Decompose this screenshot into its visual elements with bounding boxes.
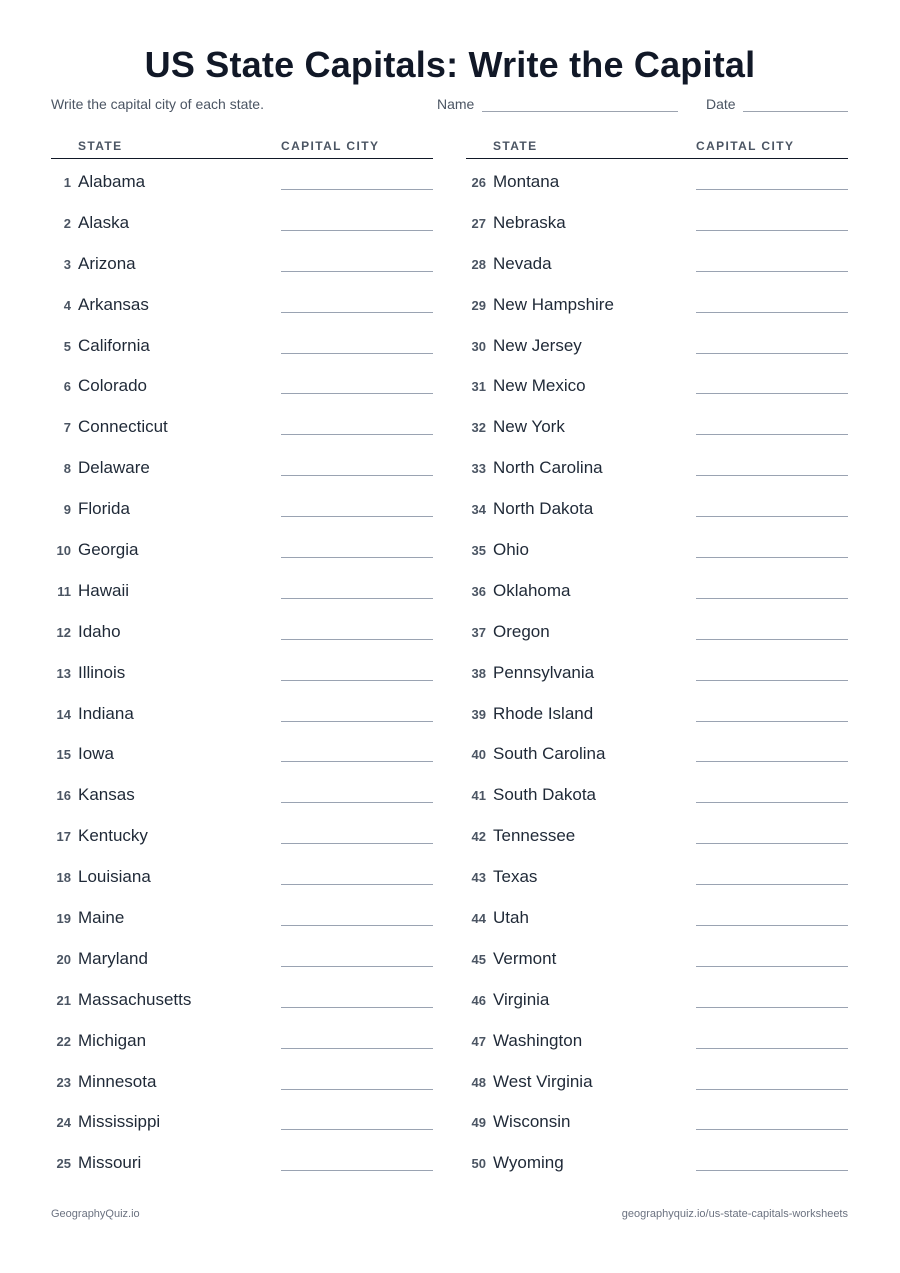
state-name: Ohio	[493, 540, 529, 560]
capital-answer-line[interactable]	[696, 353, 848, 354]
state-row	[466, 159, 848, 200]
state-row	[51, 1099, 433, 1140]
page-title: US State Capitals: Write the Capital	[144, 44, 756, 85]
capital-answer-line[interactable]	[696, 598, 848, 599]
row-number: 49	[471, 1115, 486, 1131]
capital-answer-line[interactable]	[696, 312, 848, 313]
row-number: 24	[56, 1115, 71, 1131]
state-name: New York	[493, 417, 565, 437]
capital-answer-line[interactable]	[696, 1048, 848, 1049]
state-name: Michigan	[78, 1030, 147, 1050]
state-row	[466, 282, 848, 323]
row-number: 42	[471, 829, 486, 845]
state-row	[466, 404, 848, 445]
capital-answer-line[interactable]	[696, 1007, 848, 1008]
state-row	[466, 486, 848, 527]
state-name: Indiana	[78, 703, 134, 723]
state-row	[51, 609, 433, 650]
state-row	[51, 241, 433, 282]
row-number: 38	[471, 665, 486, 681]
state-row	[466, 772, 848, 813]
name-blank-line[interactable]	[482, 111, 678, 112]
state-name: Wyoming	[493, 1153, 564, 1173]
row-number: 39	[471, 706, 486, 722]
state-name: West Virginia	[493, 1071, 593, 1091]
capital-answer-line[interactable]	[281, 639, 433, 640]
capital-answer-line[interactable]	[281, 516, 433, 517]
state-name: Massachusetts	[78, 989, 192, 1009]
row-number: 30	[471, 338, 486, 354]
capital-answer-line[interactable]	[281, 393, 433, 394]
state-row	[51, 650, 433, 691]
state-name: Nevada	[493, 253, 552, 273]
state-name: Virginia	[493, 989, 550, 1009]
state-name: Oregon	[493, 621, 550, 641]
row-number: 48	[471, 1074, 486, 1090]
row-number: 9	[63, 502, 71, 518]
row-number: 21	[56, 992, 71, 1008]
capital-answer-line[interactable]	[696, 802, 848, 803]
state-row	[466, 813, 848, 854]
state-name: Illinois	[78, 662, 126, 682]
capital-answer-line[interactable]	[281, 353, 433, 354]
capital-answer-line[interactable]	[281, 843, 433, 844]
worksheet-subheader	[51, 96, 848, 116]
capital-answer-line[interactable]	[281, 802, 433, 803]
state-row	[51, 200, 433, 241]
row-number: 33	[471, 461, 486, 477]
row-number: 3	[63, 256, 71, 272]
state-row	[51, 404, 433, 445]
state-row	[51, 159, 433, 200]
state-row	[466, 568, 848, 609]
state-name: New Mexico	[493, 376, 586, 396]
row-number: 47	[471, 1033, 486, 1049]
state-name: Kansas	[78, 785, 135, 805]
capital-column-header: CAPITAL CITY	[281, 139, 380, 153]
row-number: 8	[63, 461, 71, 477]
capital-answer-line[interactable]	[696, 639, 848, 640]
state-row	[466, 200, 848, 241]
state-row	[466, 977, 848, 1018]
state-column-header: STATE	[493, 139, 538, 153]
capital-answer-line[interactable]	[696, 884, 848, 885]
row-number: 6	[63, 379, 71, 395]
capital-answer-line[interactable]	[696, 230, 848, 231]
row-number: 7	[63, 420, 71, 436]
state-row	[466, 691, 848, 732]
capital-answer-line[interactable]	[696, 843, 848, 844]
state-row	[466, 1140, 848, 1181]
capital-answer-line[interactable]	[281, 271, 433, 272]
state-row	[466, 1099, 848, 1140]
state-row	[51, 527, 433, 568]
state-row	[466, 650, 848, 691]
row-number: 50	[471, 1156, 486, 1172]
state-name: Delaware	[78, 458, 150, 478]
state-row	[51, 323, 433, 364]
state-row	[51, 772, 433, 813]
state-name: South Dakota	[493, 785, 597, 805]
instructions-text: Write the capital city of each state.	[51, 96, 264, 112]
row-number: 28	[471, 256, 486, 272]
row-number: 11	[57, 583, 71, 599]
row-number: 13	[56, 665, 71, 681]
row-number: 25	[56, 1156, 71, 1172]
row-number: 23	[56, 1074, 71, 1090]
state-name: Mississippi	[78, 1112, 161, 1132]
row-number: 14	[56, 706, 71, 722]
state-name: Maine	[78, 908, 125, 928]
capital-answer-line[interactable]	[281, 884, 433, 885]
capital-answer-line[interactable]	[281, 966, 433, 967]
row-number: 29	[471, 297, 486, 313]
state-name: Tennessee	[493, 826, 576, 846]
capital-answer-line[interactable]	[696, 516, 848, 517]
state-name: Utah	[493, 908, 529, 928]
state-row	[51, 1140, 433, 1181]
state-row	[51, 1018, 433, 1059]
capital-answer-line[interactable]	[281, 925, 433, 926]
capital-answer-line[interactable]	[281, 721, 433, 722]
state-row	[466, 936, 848, 977]
state-name: Wisconsin	[493, 1112, 571, 1132]
state-name: Idaho	[78, 621, 121, 641]
capital-answer-line[interactable]	[281, 1089, 433, 1090]
capital-answer-line[interactable]	[696, 680, 848, 681]
state-row	[466, 445, 848, 486]
state-row	[51, 977, 433, 1018]
row-number: 34	[471, 502, 486, 518]
state-name: New Hampshire	[493, 294, 614, 314]
state-row	[51, 568, 433, 609]
state-row	[51, 363, 433, 404]
capital-answer-line[interactable]	[281, 1129, 433, 1130]
state-name: Arizona	[78, 253, 136, 273]
state-name: Rhode Island	[493, 703, 594, 723]
state-name: Arkansas	[78, 294, 149, 314]
row-number: 40	[471, 747, 486, 763]
row-number: 18	[56, 870, 71, 886]
name-label: Name	[437, 96, 475, 112]
state-row	[466, 241, 848, 282]
capital-answer-line[interactable]	[281, 557, 433, 558]
row-number: 45	[471, 951, 486, 967]
state-name: New Jersey	[493, 335, 582, 355]
column-header	[466, 138, 848, 159]
right-rows	[466, 159, 848, 1181]
row-number: 37	[471, 624, 486, 640]
state-row	[466, 363, 848, 404]
capital-answer-line[interactable]	[281, 1007, 433, 1008]
state-row	[466, 895, 848, 936]
capital-answer-line[interactable]	[281, 475, 433, 476]
capital-answer-line[interactable]	[281, 189, 433, 190]
capital-answer-line[interactable]	[281, 761, 433, 762]
state-name: Pennsylvania	[493, 662, 595, 682]
capital-answer-line[interactable]	[696, 761, 848, 762]
state-name: South Carolina	[493, 744, 606, 764]
state-name: North Carolina	[493, 458, 603, 478]
state-name: North Dakota	[493, 499, 594, 519]
state-row	[51, 691, 433, 732]
state-row	[51, 282, 433, 323]
capital-answer-line[interactable]	[281, 230, 433, 231]
row-number: 16	[56, 788, 71, 804]
state-row	[51, 813, 433, 854]
capital-answer-line[interactable]	[281, 1048, 433, 1049]
state-name: Washington	[493, 1030, 583, 1050]
row-number: 32	[471, 420, 486, 436]
state-name: Connecticut	[78, 417, 168, 437]
row-number: 35	[471, 543, 486, 559]
state-name: Nebraska	[493, 212, 566, 232]
state-row	[51, 895, 433, 936]
right-column	[466, 138, 848, 1181]
row-number: 41	[471, 788, 486, 804]
footer-url: geographyquiz.io/us-state-capitals-worksheets	[621, 1208, 848, 1220]
row-number: 26	[471, 175, 486, 190]
state-name: Georgia	[78, 540, 139, 560]
state-name: Colorado	[78, 376, 147, 396]
date-blank-line[interactable]	[743, 111, 848, 112]
state-row	[466, 527, 848, 568]
capital-answer-line[interactable]	[696, 557, 848, 558]
row-number: 2	[63, 215, 71, 231]
state-name: Kentucky	[78, 826, 148, 846]
state-row	[466, 1018, 848, 1059]
column-header	[51, 138, 433, 159]
row-number: 1	[63, 175, 71, 190]
date-label: Date	[706, 96, 736, 112]
state-row	[51, 1059, 433, 1100]
capital-answer-line[interactable]	[696, 1129, 848, 1130]
capital-answer-line[interactable]	[696, 271, 848, 272]
capital-answer-line[interactable]	[696, 1089, 848, 1090]
capital-answer-line[interactable]	[696, 434, 848, 435]
state-name: Missouri	[78, 1153, 142, 1173]
state-name: Florida	[78, 499, 130, 519]
capital-answer-line[interactable]	[281, 434, 433, 435]
state-row	[466, 609, 848, 650]
left-column	[51, 138, 433, 1181]
capital-answer-line[interactable]	[696, 721, 848, 722]
state-name: Alabama	[78, 172, 146, 191]
state-name: Oklahoma	[493, 580, 571, 600]
state-name: Hawaii	[78, 580, 130, 600]
state-name: California	[78, 335, 150, 355]
state-name: Vermont	[493, 948, 557, 968]
state-name: Maryland	[78, 948, 148, 968]
state-row	[51, 445, 433, 486]
state-row	[466, 1059, 848, 1100]
state-name: Louisiana	[78, 867, 151, 887]
row-number: 46	[471, 992, 486, 1008]
row-number: 44	[471, 911, 486, 927]
capital-answer-line[interactable]	[281, 1170, 433, 1171]
state-row	[51, 486, 433, 527]
row-number: 15	[56, 747, 71, 763]
row-number: 27	[471, 215, 486, 231]
row-number: 4	[63, 297, 71, 313]
capital-answer-line[interactable]	[696, 966, 848, 967]
state-row	[51, 731, 433, 772]
state-column-header: STATE	[78, 139, 123, 153]
capital-answer-line[interactable]	[281, 680, 433, 681]
row-number: 31	[471, 379, 486, 395]
state-name: Iowa	[78, 744, 114, 764]
state-name: Montana	[493, 172, 560, 191]
row-number: 19	[56, 911, 71, 927]
row-number: 43	[471, 870, 486, 886]
capital-answer-line[interactable]	[281, 312, 433, 313]
capital-answer-line[interactable]	[696, 1170, 848, 1171]
left-rows	[51, 159, 433, 1181]
capital-answer-line[interactable]	[696, 925, 848, 926]
row-number: 20	[56, 951, 71, 967]
state-name: Texas	[493, 867, 538, 887]
state-row	[466, 323, 848, 364]
footer-brand: GeographyQuiz.io	[51, 1208, 140, 1220]
row-number: 10	[56, 543, 71, 559]
capital-answer-line[interactable]	[281, 598, 433, 599]
state-name: Alaska	[78, 212, 130, 232]
row-number: 36	[471, 583, 486, 599]
capital-answer-line[interactable]	[696, 393, 848, 394]
row-number: 17	[56, 829, 71, 845]
capital-answer-line[interactable]	[696, 475, 848, 476]
row-number: 12	[56, 624, 71, 640]
state-name: Minnesota	[78, 1071, 157, 1091]
row-number: 22	[56, 1033, 71, 1049]
state-row	[51, 854, 433, 895]
capital-answer-line[interactable]	[696, 189, 848, 190]
state-row	[466, 854, 848, 895]
capital-column-header: CAPITAL CITY	[696, 139, 795, 153]
state-row	[51, 936, 433, 977]
row-number: 5	[63, 338, 71, 354]
state-row	[466, 731, 848, 772]
